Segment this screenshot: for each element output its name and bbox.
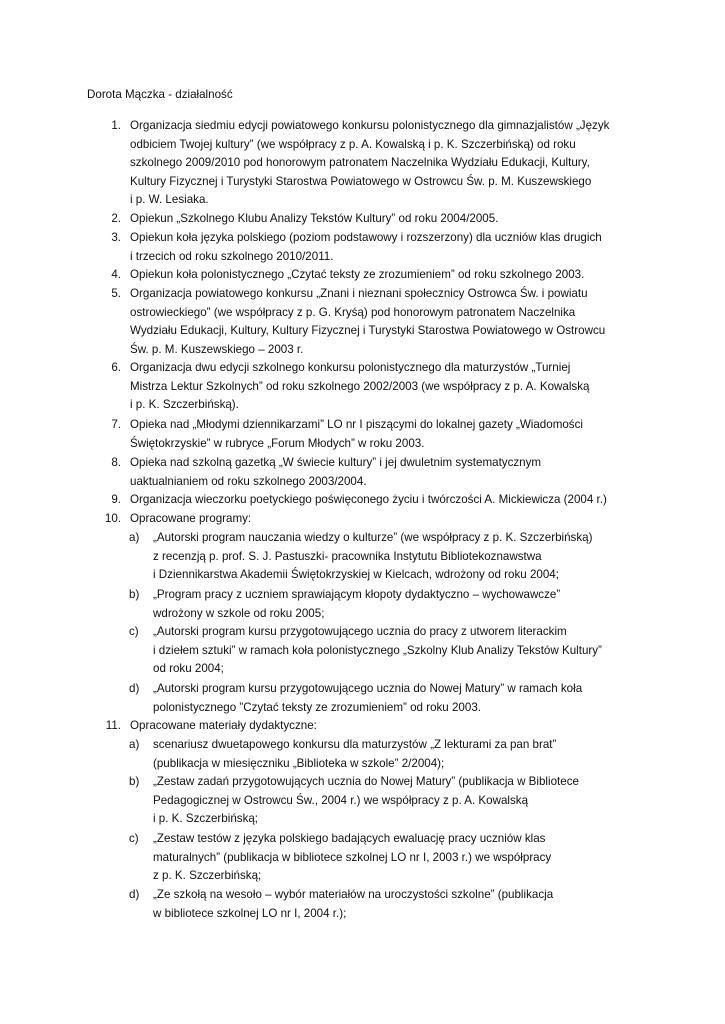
- item-letter: a): [129, 531, 140, 544]
- text-line: „Autorski program nauczania wiedzy o kulturze” (we współpracy z p. K. Szczerbińską): [153, 531, 593, 544]
- item-text: [130, 510, 690, 529]
- item-letter: a): [129, 738, 140, 751]
- text-line: Organizacja siedmiu edycji powiatowego konkursu polonistycznego dla gimnazjalistów „Język: [130, 119, 610, 132]
- item-number: 4.: [111, 268, 121, 281]
- item-text: [130, 229, 690, 266]
- item-text: [153, 529, 693, 585]
- item-text: [153, 680, 693, 717]
- item-letter: b): [129, 775, 140, 788]
- text-line: Organizacja powiatowego konkursu „Znani i nieznani społecznicy Ostrowca Św. i powiatu: [130, 287, 588, 300]
- item-text: [153, 623, 693, 679]
- text-line: ostrowieckiego” (we współpracy z p. G. Kryśą) pod honorowym patronatem Naczelnika: [130, 305, 576, 319]
- item-letter: d): [129, 682, 140, 695]
- text-line: wdrożony w szkole od roku 2005;: [153, 606, 325, 620]
- item-number: 1.: [111, 119, 121, 132]
- item-letter: c): [129, 625, 139, 638]
- text-line: „Ze szkołą na wesoło – wybór materiałów na uroczystości szkolne” (publikacja: [153, 888, 554, 901]
- text-line: Opiekun „Szkolnego Klubu Analizy Tekstów Kultury” od roku 2004/2005.: [130, 212, 499, 225]
- text-line: Opieka nad szkolną gazetką „W świecie kultury” i jej dwuletnim systematycznym: [130, 456, 542, 469]
- text-line: Organizacja dwu edycji szkolnego konkursu polonistycznego dla maturzystów „Turniej: [130, 361, 571, 374]
- item-number: 10.: [104, 512, 121, 525]
- item-letter: d): [129, 888, 140, 901]
- item-letter: b): [129, 588, 140, 601]
- text-line: Opracowane programy:: [130, 512, 252, 525]
- text-line: szkolnego 2009/2010 pod honorowym patronatem Naczelnika Wydziału Edukacji, Kultury,: [130, 156, 590, 169]
- item-text: [153, 830, 693, 886]
- text-line: Opiekun koła języka polskiego (poziom podstawowy i rozszerzony) dla uczniów klas drugich: [130, 231, 602, 244]
- text-line: i dziełem sztuki” w ramach koła polonistycznego „Szkolny Klub Analizy Tekstów Kultury”: [153, 643, 602, 657]
- text-line: i p. K. Szczerbińską;: [153, 812, 259, 825]
- text-line: i trzecich od roku szkolnego 2010/2011.: [130, 249, 334, 263]
- text-line: maturalnych” (publikacja w bibliotece szkolnej LO nr I, 2003 r.) we współpracy: [153, 850, 552, 864]
- text-line: Kultury Fizycznej i Turystyki Starostwa Powiatowego w Ostrowcu Św. p. M. Kuszewskiego: [130, 174, 592, 188]
- text-line: odbiciem Twojej kultury” (we współpracy z p. A. Kowalską i p. K. Szczerbińską) od roku: [130, 137, 576, 151]
- text-line: Opiekun koła polonistycznego „Czytać teksty ze zrozumieniem” od roku szkolnego 2003.: [130, 268, 585, 281]
- text-line: w bibliotece szkolnej LO nr I, 2004 r.);: [153, 906, 347, 920]
- item-number: 9.: [111, 493, 121, 506]
- text-line: „Zestaw testów z języka polskiego badających ewaluację pracy uczniów klas: [153, 832, 546, 845]
- text-line: Opieka nad „Młodymi dziennikarzami” LO nr I piszącymi do lokalnej gazety „Wiadomości: [130, 418, 583, 431]
- item-text: [130, 491, 690, 510]
- text-line: Św. p. M. Kuszewskiego – 2003 r.: [130, 342, 304, 356]
- item-number: 8.: [111, 456, 121, 469]
- text-line: i Dziennikarstwa Akademii Świętokrzyskiej w Kielcach, wdrożony od roku 2004;: [153, 568, 559, 581]
- text-line: Świętokrzyskie” w rubryce „Forum Młodych” w roku 2003.: [130, 436, 425, 450]
- text-line: uaktualnianiem od roku szkolnego 2003/2004.: [130, 474, 367, 488]
- text-line: (publikacja w miesięczniku „Biblioteka w szkole” 2/2004);: [153, 756, 445, 770]
- text-line: z recenzją p. prof. S. J. Pastuszki- pracownika Instytutu Bibliotekoznawstwa: [153, 549, 542, 563]
- item-text: [130, 210, 690, 229]
- item-text: [153, 736, 693, 773]
- item-text: [130, 285, 690, 359]
- item-text: [130, 454, 690, 491]
- text-line: polonistycznego ”Czytać teksty ze zrozumieniem” od roku 2003.: [153, 700, 481, 714]
- text-line: Opracowane materiały dydaktyczne:: [130, 719, 317, 732]
- item-letter: c): [129, 832, 139, 845]
- item-number: 11.: [105, 719, 121, 732]
- document-title: Dorota Mączka - działalność: [87, 88, 233, 101]
- item-text: [130, 266, 690, 285]
- item-number: 2.: [111, 212, 121, 225]
- text-line: Wydziału Edukacji, Kultury, Kultury Fizycznej i Turystyki Starostwa Powiatowego w Ostrowcu: [130, 324, 606, 337]
- item-text: [153, 586, 693, 623]
- item-text: [153, 886, 693, 923]
- item-text: [130, 416, 690, 453]
- text-line: scenariusz dwuetapowego konkursu dla maturzystów „Z lekturami za pan brat”: [153, 738, 557, 751]
- text-line: Mistrza Lektur Szkolnych” od roku szkolnego 2002/2003 (we współpracy z p. A. Kowalską: [130, 379, 590, 393]
- item-number: 6.: [111, 361, 121, 374]
- item-number: 7.: [111, 418, 121, 431]
- text-line: i p. K. Szczerbińską).: [130, 398, 239, 411]
- item-text: [130, 717, 690, 736]
- item-number: 5.: [111, 287, 121, 300]
- text-line: Organizacja wieczorku poetyckiego poświęconego życiu i twórczości A. Mickiewicza (2004 r.): [130, 493, 607, 506]
- item-text: [130, 359, 690, 415]
- item-text: [153, 773, 693, 829]
- text-line: Pedagogicznej w Ostrowcu Św., 2004 r.) we współpracy z p. A. Kowalską: [153, 793, 529, 807]
- text-line: z p. K. Szczerbińską;: [153, 869, 262, 882]
- text-line: „Autorski program kursu przygotowującego ucznia do pracy z utworem literackim: [153, 625, 567, 638]
- item-number: 3.: [111, 231, 121, 244]
- text-line: od roku 2004;: [153, 662, 224, 675]
- text-line: i p. W. Lesiaka.: [130, 193, 209, 206]
- text-line: „Autorski program kursu przygotowującego ucznia do Nowej Matury” w ramach koła: [153, 682, 583, 695]
- item-text: [130, 117, 690, 210]
- text-line: „Zestaw zadań przygotowujących ucznia do Nowej Matury” (publikacja w Bibliotece: [153, 775, 579, 788]
- text-line: „Program pracy z uczniem sprawiającym kłopoty dydaktyczno – wychowawcze”: [153, 588, 561, 601]
